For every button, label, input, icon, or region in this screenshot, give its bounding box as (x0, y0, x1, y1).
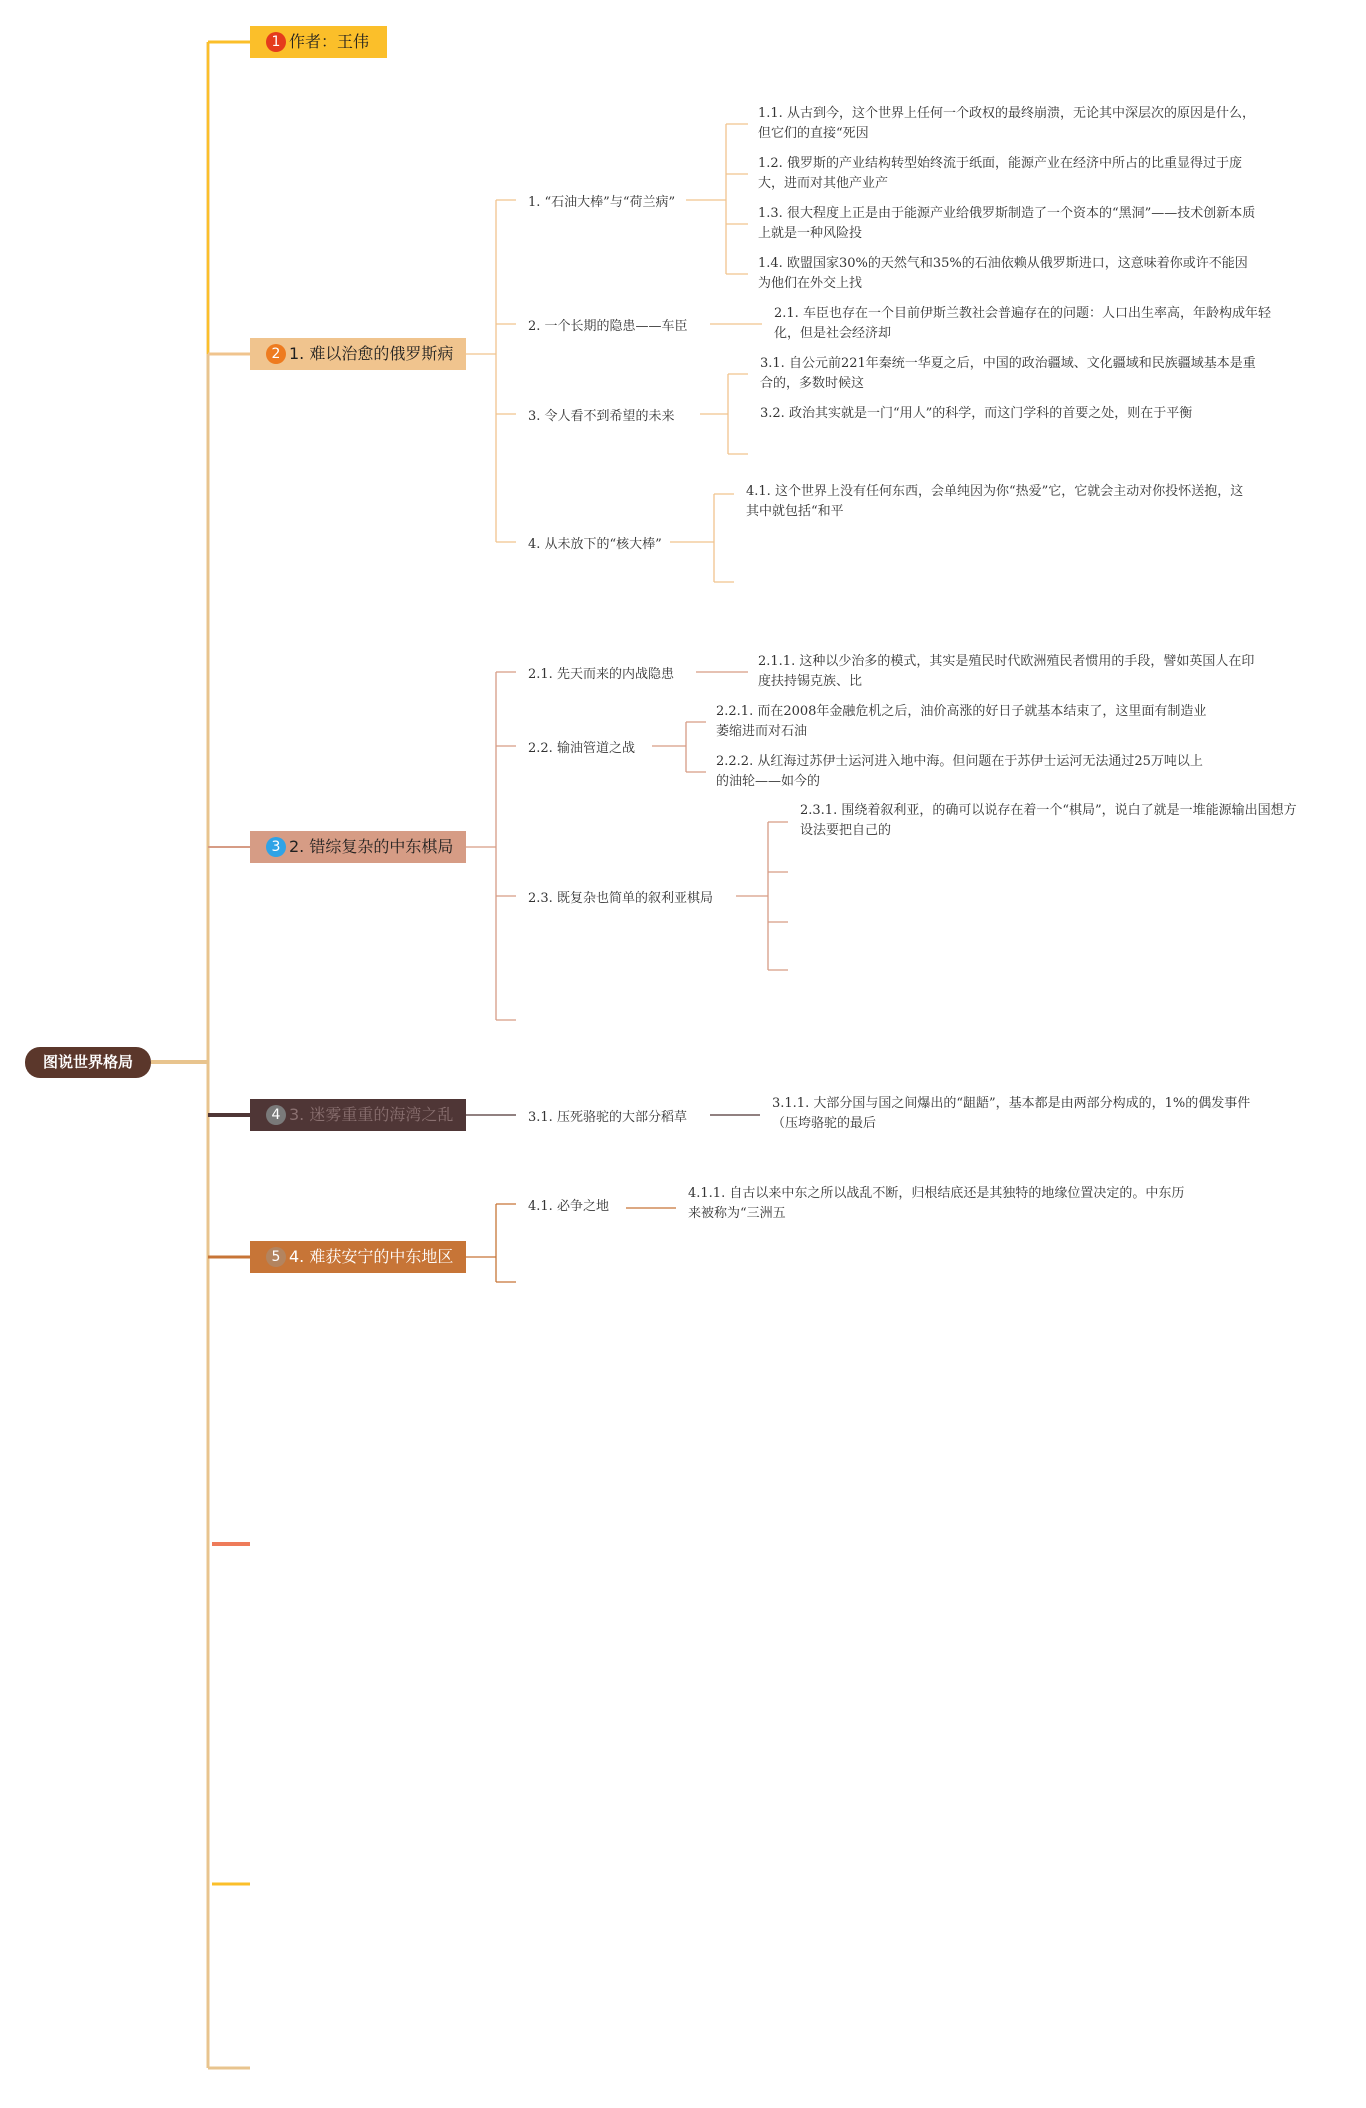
subtopic[interactable]: 1. “石油大棒”与“荷兰病” (528, 195, 676, 210)
leaf-note[interactable]: 2.2.1. 而在2008年金融危机之后，油价高涨的好日子就基本结束了，这里面有制造业萎缩进而对石油 (716, 704, 1207, 739)
leaf-note[interactable]: 2.3.1. 围绕着叙利亚，的确可以说存在着一个“棋局”，说白了就是一堆能源输出国想方设法要把自己的 (800, 803, 1297, 838)
leaf-note[interactable]: 1.1. 从古到今，这个世界上任何一个政权的最终崩溃，无论其中深层次的原因是什么，但它们的直接“死因 (758, 106, 1255, 141)
subtopic[interactable]: 3. 令人看不到希望的未来 (528, 409, 675, 424)
subtopic[interactable]: 3.1. 压死骆驼的大部分稻草 (528, 1110, 687, 1125)
subtopic[interactable]: 2. 一个长期的隐患——车臣 (528, 319, 688, 334)
leaf-note[interactable]: 4.1. 这个世界上没有任何东西，会单纯因为你“热爱”它，它就会主动对你投怀送抱，这其中就包括“和平 (746, 484, 1244, 519)
branch-label: 4. 难获安宁的中东地区 (289, 1247, 454, 1266)
number-badge: 3 (266, 837, 286, 857)
leaf-note[interactable]: 1.4. 欧盟国家30%的天然气和35%的石油依赖从俄罗斯进口，这意味着你或许不能因为他们在外交上找 (758, 256, 1248, 291)
number-badge: 2 (266, 344, 286, 364)
leaf-note[interactable]: 4.1.1. 自古以来中东之所以战乱不断，归根结底还是其独特的地缘位置决定的。中东历来被称为“三洲五 (688, 1186, 1185, 1221)
subtopic[interactable]: 4.1. 必争之地 (528, 1199, 609, 1214)
leaf-note[interactable]: 1.2. 俄罗斯的产业结构转型始终流于纸面，能源产业在经济中所占的比重显得过于庞大，进而对其他产业产 (758, 156, 1242, 191)
branch-gulf[interactable] (250, 1099, 466, 1131)
subtopic[interactable]: 4. 从未放下的“核大棒” (528, 537, 662, 552)
leaf-note[interactable]: 1.3. 很大程度上正是由于能源产业给俄罗斯制造了一个资本的“黑洞”——技术创新本质上就是一种风险投 (758, 206, 1256, 241)
leaf-note[interactable]: 3.1.1. 大部分国与国之间爆出的“龃龉”，基本都是由两部分构成的，1%的偶发事件（压垮骆驼的最后 (772, 1096, 1251, 1131)
region-branch-lines (466, 1204, 676, 1282)
branch-russia[interactable] (250, 338, 466, 370)
number-badge: 5 (266, 1247, 286, 1267)
number-badge: 4 (266, 1105, 286, 1125)
leaf-note[interactable]: 3.2. 政治其实就是一门“用人”的科学，而这门学科的首要之处，则在于平衡 (760, 406, 1193, 421)
branch-mideast-chess[interactable] (250, 831, 466, 863)
leaf-note[interactable]: 2.1. 车臣也存在一个目前伊斯兰教社会普遍存在的问题：人口出生率高，年龄构成年轻化，但是社会经济却 (774, 306, 1271, 341)
subtopic[interactable]: 2.3. 既复杂也简单的叙利亚棋局 (528, 891, 713, 906)
leaf-note[interactable]: 2.1.1. 这种以少治多的模式，其实是殖民时代欧洲殖民者惯用的手段，譬如英国人在印度扶持锡克族、比 (758, 654, 1255, 689)
leaf-note[interactable]: 3.1. 自公元前221年秦统一华夏之后，中国的政治疆域、文化疆域和民族疆域基本是重合的，多数时候这 (760, 356, 1256, 391)
number-badge: 1 (266, 32, 286, 52)
branch-mideast-region[interactable] (250, 1241, 466, 1273)
branch-label: 1. 难以治愈的俄罗斯病 (289, 344, 454, 363)
branch-label: 2. 错综复杂的中东棋局 (289, 837, 454, 856)
branch-label: 作者：王伟 (289, 32, 370, 51)
subtopic[interactable]: 2.1. 先天而来的内战隐患 (528, 667, 674, 682)
root-node[interactable]: 图说世界格局 (25, 1047, 151, 1078)
branch-label: 3. 迷雾重重的海湾之乱 (289, 1105, 454, 1124)
branch-author[interactable] (250, 26, 387, 58)
leaf-note[interactable]: 2.2.2. 从红海过苏伊士运河进入地中海。但问题在于苏伊士运河无法通过25万吨以上的油轮——如今的 (716, 754, 1203, 789)
subtopic[interactable]: 2.2. 输油管道之战 (528, 741, 635, 756)
